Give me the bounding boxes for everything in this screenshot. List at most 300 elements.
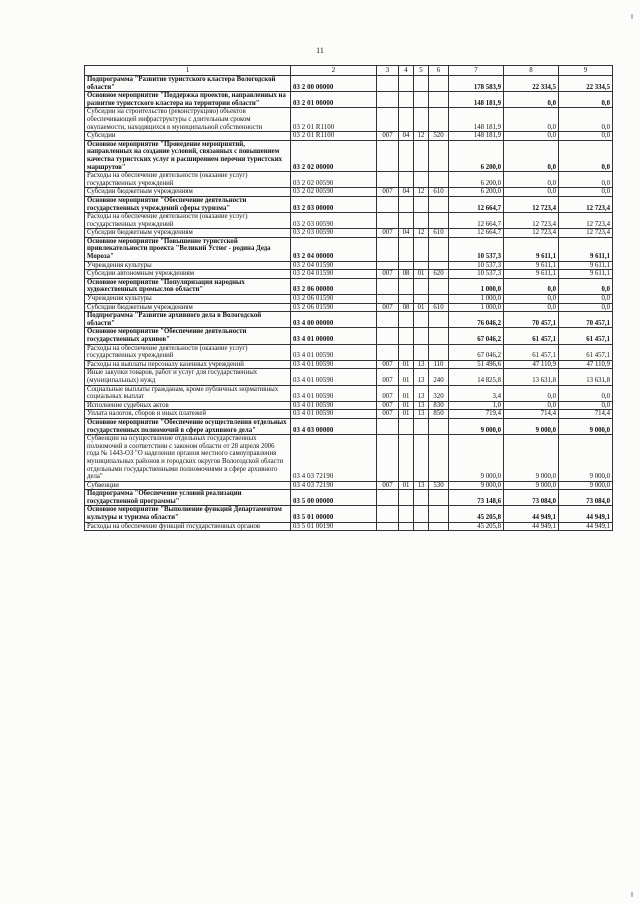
cell-amount-3: 12 723,4 bbox=[559, 213, 613, 229]
cell-expense-type bbox=[429, 108, 449, 132]
cell-name: Субсидии бюджетным учреждениям bbox=[85, 188, 291, 197]
cell-amount-2: 0,0 bbox=[504, 303, 559, 312]
cell-amount-2: 61 457,1 bbox=[504, 328, 559, 344]
scan-mark bbox=[631, 892, 633, 897]
cell-code: 03 4 01 00590 bbox=[291, 385, 377, 401]
table-row bbox=[85, 132, 613, 141]
cell-expense-type bbox=[429, 237, 449, 261]
table-row bbox=[85, 506, 613, 522]
cell-ministry bbox=[377, 435, 399, 482]
cell-name: Основное мероприятие "Обеспечение деятельности государственных учреждений сферы туризма" bbox=[85, 196, 291, 212]
cell-expense-type bbox=[429, 92, 449, 108]
cell-amount-2: 9 611,1 bbox=[504, 237, 559, 261]
cell-code: 03 2 01 R1100 bbox=[291, 108, 377, 132]
cell-code: 03 4 01 00590 bbox=[291, 410, 377, 419]
cell-amount-2: 61 457,1 bbox=[504, 344, 559, 360]
table-body bbox=[85, 76, 613, 531]
table-row bbox=[85, 188, 613, 197]
cell-section bbox=[399, 261, 414, 270]
cell-amount-2: 70 457,1 bbox=[504, 312, 559, 328]
cell-code: 03 2 04 01590 bbox=[291, 261, 377, 270]
cell-code: 03 5 01 00190 bbox=[291, 522, 377, 531]
cell-amount-3: 44 949,1 bbox=[559, 506, 613, 522]
cell-section: 01 bbox=[399, 481, 414, 490]
cell-code: 03 4 01 00000 bbox=[291, 328, 377, 344]
cell-code: 03 2 02 00000 bbox=[291, 140, 377, 171]
cell-amount-3: 70 457,1 bbox=[559, 312, 613, 328]
cell-amount-1: 719,4 bbox=[449, 410, 504, 419]
table-row bbox=[85, 76, 613, 92]
cell-section bbox=[399, 344, 414, 360]
table-row bbox=[85, 401, 613, 410]
cell-amount-3: 0,0 bbox=[559, 401, 613, 410]
cell-amount-3: 9 000,0 bbox=[559, 481, 613, 490]
cell-ministry: 007 bbox=[377, 369, 399, 385]
table-row bbox=[85, 435, 613, 482]
cell-section bbox=[399, 108, 414, 132]
cell-code: 03 2 03 00000 bbox=[291, 196, 377, 212]
cell-amount-1: 67 046,2 bbox=[449, 344, 504, 360]
cell-ministry: 007 bbox=[377, 410, 399, 419]
cell-ministry: 007 bbox=[377, 481, 399, 490]
cell-amount-3: 0,0 bbox=[559, 132, 613, 141]
cell-subsection bbox=[414, 261, 429, 270]
cell-amount-3: 9 611,1 bbox=[559, 237, 613, 261]
cell-ministry bbox=[377, 328, 399, 344]
cell-code: 03 2 04 01590 bbox=[291, 270, 377, 279]
cell-ministry bbox=[377, 172, 399, 188]
cell-amount-1: 51 496,6 bbox=[449, 360, 504, 369]
cell-amount-2: 44 949,1 bbox=[504, 522, 559, 531]
cell-ministry bbox=[377, 237, 399, 261]
cell-amount-1: 148 181,9 bbox=[449, 108, 504, 132]
cell-subsection: 13 bbox=[414, 401, 429, 410]
cell-amount-3: 0,0 bbox=[559, 92, 613, 108]
cell-amount-1: 67 046,2 bbox=[449, 328, 504, 344]
table-row bbox=[85, 418, 613, 434]
cell-amount-1: 3,4 bbox=[449, 385, 504, 401]
cell-subsection bbox=[414, 522, 429, 531]
cell-expense-type bbox=[429, 312, 449, 328]
cell-name: Учреждения культуры bbox=[85, 261, 291, 270]
table-row bbox=[85, 140, 613, 171]
cell-amount-3: 0,0 bbox=[559, 172, 613, 188]
cell-amount-1: 12 664,7 bbox=[449, 213, 504, 229]
cell-amount-1: 1 000,0 bbox=[449, 295, 504, 304]
cell-subsection bbox=[414, 344, 429, 360]
cell-amount-2: 0,0 bbox=[504, 172, 559, 188]
cell-code: 03 2 06 01590 bbox=[291, 295, 377, 304]
table-row bbox=[85, 303, 613, 312]
cell-amount-3: 61 457,1 bbox=[559, 328, 613, 344]
cell-subsection: 12 bbox=[414, 132, 429, 141]
cell-name: Учреждения культуры bbox=[85, 295, 291, 304]
cell-name: Подпрограмма "Развитие архивного дела в Вологодской области" bbox=[85, 312, 291, 328]
cell-subsection bbox=[414, 108, 429, 132]
cell-ministry bbox=[377, 490, 399, 506]
cell-expense-type bbox=[429, 172, 449, 188]
cell-amount-3: 0,0 bbox=[559, 108, 613, 132]
cell-subsection bbox=[414, 328, 429, 344]
col-header: 1 bbox=[85, 66, 291, 76]
table-row bbox=[85, 295, 613, 304]
cell-subsection bbox=[414, 237, 429, 261]
cell-amount-3: 12 723,4 bbox=[559, 196, 613, 212]
cell-name: Подпрограмма "Развитие туристского кластера Вологодской области" bbox=[85, 76, 291, 92]
cell-subsection bbox=[414, 295, 429, 304]
cell-expense-type: 110 bbox=[429, 360, 449, 369]
cell-code: 03 2 01 00000 bbox=[291, 92, 377, 108]
cell-subsection: 01 bbox=[414, 270, 429, 279]
cell-name: Расходы на обеспечение функций государственных органов bbox=[85, 522, 291, 531]
header-row bbox=[85, 66, 613, 76]
cell-amount-1: 10 537,3 bbox=[449, 237, 504, 261]
cell-code: 03 4 03 72190 bbox=[291, 481, 377, 490]
cell-subsection: 13 bbox=[414, 481, 429, 490]
cell-subsection: 13 bbox=[414, 385, 429, 401]
cell-amount-1: 12 664,7 bbox=[449, 196, 504, 212]
cell-name: Исполнение судебных актов bbox=[85, 401, 291, 410]
cell-name: Расходы на обеспечение деятельности (оказание услуг) государственных учреждений bbox=[85, 213, 291, 229]
cell-amount-1: 73 148,6 bbox=[449, 490, 504, 506]
cell-expense-type bbox=[429, 295, 449, 304]
cell-amount-1: 6 200,0 bbox=[449, 140, 504, 171]
cell-name: Иные закупки товаров, работ и услуг для государственных (муниципальных) нужд bbox=[85, 369, 291, 385]
budget-table bbox=[84, 65, 613, 531]
cell-expense-type: 610 bbox=[429, 303, 449, 312]
cell-subsection: 13 bbox=[414, 410, 429, 419]
cell-amount-2: 9 000,0 bbox=[504, 481, 559, 490]
cell-amount-2: 0,0 bbox=[504, 385, 559, 401]
table-row bbox=[85, 312, 613, 328]
cell-amount-1: 14 825,8 bbox=[449, 369, 504, 385]
cell-name: Основное мероприятие "Проведение мероприятий, направленных на создание условий, связанных с повышением качества туристских услуг и расширением перечня туристских маршрутов" bbox=[85, 140, 291, 171]
cell-amount-2: 12 723,4 bbox=[504, 229, 559, 238]
cell-amount-2: 714,4 bbox=[504, 410, 559, 419]
cell-expense-type bbox=[429, 196, 449, 212]
col-header: 7 bbox=[449, 66, 504, 76]
table-row bbox=[85, 237, 613, 261]
cell-code: 03 2 03 00590 bbox=[291, 229, 377, 238]
cell-section bbox=[399, 490, 414, 506]
cell-code: 03 2 04 00000 bbox=[291, 237, 377, 261]
cell-amount-1: 45 205,8 bbox=[449, 506, 504, 522]
cell-ministry bbox=[377, 506, 399, 522]
table-row bbox=[85, 522, 613, 531]
table-row bbox=[85, 481, 613, 490]
cell-subsection bbox=[414, 435, 429, 482]
cell-amount-1: 148 181,9 bbox=[449, 132, 504, 141]
cell-section bbox=[399, 418, 414, 434]
cell-name: Субсидии бюджетным учреждениям bbox=[85, 303, 291, 312]
col-header: 6 bbox=[429, 66, 449, 76]
page-number: 11 bbox=[316, 46, 324, 55]
cell-expense-type bbox=[429, 140, 449, 171]
cell-amount-2: 73 084,0 bbox=[504, 490, 559, 506]
cell-subsection bbox=[414, 196, 429, 212]
cell-amount-3: 13 631,8 bbox=[559, 369, 613, 385]
cell-name: Расходы на выплаты персоналу казенных учреждений bbox=[85, 360, 291, 369]
cell-amount-3: 0,0 bbox=[559, 385, 613, 401]
cell-amount-2: 0,0 bbox=[504, 401, 559, 410]
cell-amount-1: 6 200,0 bbox=[449, 172, 504, 188]
cell-name: Основное мероприятие "Повышение туристской привлекательности проекта "Великий Устюг - родина Деда Мороза" bbox=[85, 237, 291, 261]
cell-section bbox=[399, 172, 414, 188]
col-header: 8 bbox=[504, 66, 559, 76]
cell-section bbox=[399, 196, 414, 212]
cell-ministry bbox=[377, 108, 399, 132]
cell-expense-type bbox=[429, 213, 449, 229]
cell-expense-type bbox=[429, 261, 449, 270]
cell-section bbox=[399, 213, 414, 229]
cell-name: Субвенции на осуществление отдельных государственных полномочий в соответствии с законом области от 28 апреля 2006 года № 1443-ОЗ "О наделении органов местного самоуправления муниципальных районов и городских округов Вологодской области отдельными государственными полномочиями в сфере архивного дела" bbox=[85, 435, 291, 482]
cell-expense-type: 830 bbox=[429, 401, 449, 410]
cell-expense-type: 530 bbox=[429, 481, 449, 490]
table-row bbox=[85, 410, 613, 419]
cell-amount-1: 9 000,0 bbox=[449, 481, 504, 490]
cell-amount-1: 10 537,3 bbox=[449, 270, 504, 279]
cell-code: 03 4 01 00590 bbox=[291, 360, 377, 369]
cell-amount-3: 9 000,0 bbox=[559, 418, 613, 434]
cell-name: Расходы на обеспечение деятельности (оказание услуг) государственных учреждений bbox=[85, 344, 291, 360]
cell-name: Уплата налогов, сборов и иных платежей bbox=[85, 410, 291, 419]
cell-ministry: 007 bbox=[377, 360, 399, 369]
cell-amount-2: 22 334,5 bbox=[504, 76, 559, 92]
cell-amount-1: 1 000,0 bbox=[449, 278, 504, 294]
cell-section: 04 bbox=[399, 132, 414, 141]
cell-section: 01 bbox=[399, 369, 414, 385]
table-row bbox=[85, 490, 613, 506]
table-row bbox=[85, 92, 613, 108]
cell-expense-type bbox=[429, 522, 449, 531]
cell-ministry bbox=[377, 312, 399, 328]
cell-ministry: 007 bbox=[377, 132, 399, 141]
cell-ministry: 007 bbox=[377, 303, 399, 312]
cell-subsection bbox=[414, 213, 429, 229]
cell-code: 03 4 03 72190 bbox=[291, 435, 377, 482]
cell-ministry: 007 bbox=[377, 229, 399, 238]
cell-section bbox=[399, 506, 414, 522]
table-row bbox=[85, 385, 613, 401]
cell-expense-type: 240 bbox=[429, 369, 449, 385]
cell-amount-1: 76 046,2 bbox=[449, 312, 504, 328]
cell-amount-2: 0,0 bbox=[504, 132, 559, 141]
cell-subsection bbox=[414, 172, 429, 188]
cell-expense-type bbox=[429, 76, 449, 92]
cell-section bbox=[399, 92, 414, 108]
cell-code: 03 2 03 00590 bbox=[291, 213, 377, 229]
cell-name: Основное мероприятие "Популяризация народных художественных промыслов области" bbox=[85, 278, 291, 294]
cell-code: 03 2 02 00590 bbox=[291, 188, 377, 197]
table-row bbox=[85, 360, 613, 369]
cell-amount-1: 10 537,3 bbox=[449, 261, 504, 270]
cell-section bbox=[399, 76, 414, 92]
table-row bbox=[85, 172, 613, 188]
cell-amount-1: 148 181,9 bbox=[449, 92, 504, 108]
cell-ministry: 007 bbox=[377, 401, 399, 410]
col-header: 3 bbox=[377, 66, 399, 76]
table-row bbox=[85, 229, 613, 238]
cell-amount-2: 0,0 bbox=[504, 295, 559, 304]
table-row bbox=[85, 270, 613, 279]
cell-name: Социальные выплаты гражданам, кроме публичных нормативных социальных выплат bbox=[85, 385, 291, 401]
cell-section: 08 bbox=[399, 270, 414, 279]
cell-section: 04 bbox=[399, 229, 414, 238]
cell-subsection bbox=[414, 76, 429, 92]
cell-amount-3: 714,4 bbox=[559, 410, 613, 419]
cell-amount-2: 12 723,4 bbox=[504, 213, 559, 229]
cell-section bbox=[399, 237, 414, 261]
cell-section bbox=[399, 295, 414, 304]
cell-amount-2: 9 000,0 bbox=[504, 435, 559, 482]
cell-amount-2: 13 631,8 bbox=[504, 369, 559, 385]
cell-section bbox=[399, 278, 414, 294]
cell-name: Субвенции bbox=[85, 481, 291, 490]
cell-name: Основное мероприятие "Обеспечение деятельности государственных архивов" bbox=[85, 328, 291, 344]
col-header: 4 bbox=[399, 66, 414, 76]
cell-amount-1: 9 000,0 bbox=[449, 435, 504, 482]
cell-name: Основное мероприятие "Выполнение функций Департаментом культуры и туризма области" bbox=[85, 506, 291, 522]
table-row bbox=[85, 344, 613, 360]
cell-ministry bbox=[377, 92, 399, 108]
table-row bbox=[85, 328, 613, 344]
cell-name: Подпрограмма "Обеспечение условий реализации государственной программы" bbox=[85, 490, 291, 506]
cell-amount-3: 73 084,0 bbox=[559, 490, 613, 506]
cell-expense-type bbox=[429, 490, 449, 506]
cell-name: Субсидии бюджетным учреждениям bbox=[85, 229, 291, 238]
cell-ministry: 007 bbox=[377, 385, 399, 401]
cell-amount-1: 45 205,8 bbox=[449, 522, 504, 531]
cell-amount-3: 9 611,1 bbox=[559, 261, 613, 270]
cell-code: 03 2 06 01590 bbox=[291, 303, 377, 312]
cell-subsection bbox=[414, 506, 429, 522]
cell-expense-type bbox=[429, 328, 449, 344]
cell-ministry bbox=[377, 261, 399, 270]
cell-code: 03 4 00 00000 bbox=[291, 312, 377, 328]
cell-subsection bbox=[414, 312, 429, 328]
cell-code: 03 5 00 00000 bbox=[291, 490, 377, 506]
cell-amount-3: 47 110,9 bbox=[559, 360, 613, 369]
table-row bbox=[85, 108, 613, 132]
cell-amount-2: 12 723,4 bbox=[504, 196, 559, 212]
cell-amount-1: 1 000,0 bbox=[449, 303, 504, 312]
cell-amount-2: 0,0 bbox=[504, 92, 559, 108]
cell-name: Субсидии bbox=[85, 132, 291, 141]
cell-ministry bbox=[377, 140, 399, 171]
cell-code: 03 2 02 00590 bbox=[291, 172, 377, 188]
cell-amount-2: 0,0 bbox=[504, 108, 559, 132]
cell-code: 03 4 01 00590 bbox=[291, 344, 377, 360]
col-header: 5 bbox=[414, 66, 429, 76]
cell-subsection bbox=[414, 92, 429, 108]
cell-amount-3: 9 000,0 bbox=[559, 435, 613, 482]
cell-amount-1: 12 664,7 bbox=[449, 229, 504, 238]
cell-code: 03 2 06 00000 bbox=[291, 278, 377, 294]
cell-section: 01 bbox=[399, 401, 414, 410]
cell-ministry bbox=[377, 213, 399, 229]
cell-subsection bbox=[414, 418, 429, 434]
cell-subsection bbox=[414, 140, 429, 171]
cell-amount-3: 61 457,1 bbox=[559, 344, 613, 360]
cell-amount-2: 0,0 bbox=[504, 188, 559, 197]
cell-name: Субсидии автономным учреждениям bbox=[85, 270, 291, 279]
cell-code: 03 5 01 00000 bbox=[291, 506, 377, 522]
cell-code: 03 2 01 R1100 bbox=[291, 132, 377, 141]
cell-amount-3: 0,0 bbox=[559, 140, 613, 171]
cell-ministry bbox=[377, 196, 399, 212]
cell-amount-3: 0,0 bbox=[559, 303, 613, 312]
cell-name: Расходы на обеспечение деятельности (оказание услуг) государственных учреждений bbox=[85, 172, 291, 188]
cell-code: 03 4 01 00590 bbox=[291, 369, 377, 385]
cell-amount-3: 22 334,5 bbox=[559, 76, 613, 92]
cell-ministry bbox=[377, 295, 399, 304]
cell-expense-type: 850 bbox=[429, 410, 449, 419]
col-header: 2 bbox=[291, 66, 377, 76]
cell-code: 03 2 00 00000 bbox=[291, 76, 377, 92]
cell-amount-3: 0,0 bbox=[559, 278, 613, 294]
cell-expense-type bbox=[429, 344, 449, 360]
cell-expense-type bbox=[429, 278, 449, 294]
cell-expense-type bbox=[429, 435, 449, 482]
cell-section: 04 bbox=[399, 188, 414, 197]
table-row bbox=[85, 278, 613, 294]
cell-ministry bbox=[377, 522, 399, 531]
cell-name: Основное мероприятие "Обеспечение осуществления отдельных государственных полномочий в сфере архивного дела" bbox=[85, 418, 291, 434]
cell-amount-1: 178 583,9 bbox=[449, 76, 504, 92]
cell-section: 01 bbox=[399, 385, 414, 401]
cell-subsection: 12 bbox=[414, 229, 429, 238]
cell-name: Основное мероприятие "Поддержка проектов, направленных на развитие туристского кластера на территории области" bbox=[85, 92, 291, 108]
cell-section: 08 bbox=[399, 303, 414, 312]
cell-subsection: 13 bbox=[414, 369, 429, 385]
cell-section: 01 bbox=[399, 360, 414, 369]
cell-section bbox=[399, 522, 414, 531]
cell-amount-3: 0,0 bbox=[559, 188, 613, 197]
cell-section bbox=[399, 312, 414, 328]
cell-expense-type: 620 bbox=[429, 270, 449, 279]
cell-code: 03 4 03 00000 bbox=[291, 418, 377, 434]
cell-expense-type: 320 bbox=[429, 385, 449, 401]
cell-amount-1: 9 000,0 bbox=[449, 418, 504, 434]
cell-amount-2: 9 611,1 bbox=[504, 261, 559, 270]
cell-name: Субсидии на строительство (реконструкцию) объектов обеспечивающей инфраструктуры с длительным сроком окупаемости, находящихся в муниципальной собственности bbox=[85, 108, 291, 132]
cell-amount-2: 9 611,1 bbox=[504, 270, 559, 279]
cell-amount-3: 12 723,4 bbox=[559, 229, 613, 238]
cell-amount-2: 47 110,9 bbox=[504, 360, 559, 369]
cell-amount-2: 0,0 bbox=[504, 278, 559, 294]
cell-expense-type: 520 bbox=[429, 132, 449, 141]
cell-amount-1: 1,0 bbox=[449, 401, 504, 410]
cell-ministry bbox=[377, 76, 399, 92]
cell-section bbox=[399, 435, 414, 482]
cell-section: 01 bbox=[399, 410, 414, 419]
col-header: 9 bbox=[559, 66, 613, 76]
cell-ministry bbox=[377, 344, 399, 360]
cell-amount-3: 0,0 bbox=[559, 295, 613, 304]
cell-ministry: 007 bbox=[377, 188, 399, 197]
cell-subsection: 12 bbox=[414, 188, 429, 197]
table-row bbox=[85, 369, 613, 385]
cell-ministry bbox=[377, 418, 399, 434]
cell-amount-3: 44 949,1 bbox=[559, 522, 613, 531]
cell-ministry bbox=[377, 278, 399, 294]
cell-subsection bbox=[414, 490, 429, 506]
table-row bbox=[85, 261, 613, 270]
cell-amount-2: 0,0 bbox=[504, 140, 559, 171]
cell-amount-1: 6 200,0 bbox=[449, 188, 504, 197]
cell-expense-type: 610 bbox=[429, 188, 449, 197]
cell-expense-type: 610 bbox=[429, 229, 449, 238]
